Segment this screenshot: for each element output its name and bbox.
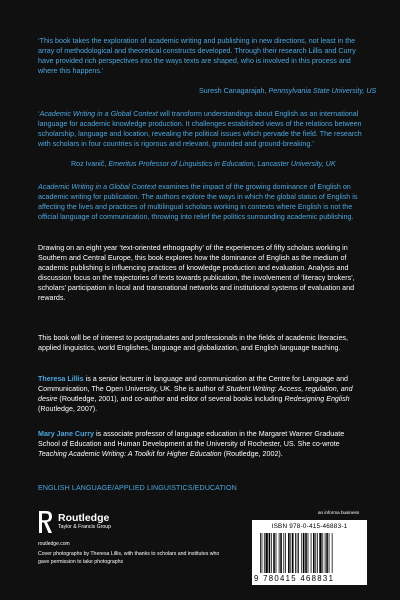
barcode-bar <box>292 533 294 573</box>
subject-categories: ENGLISH LANGUAGE/APPLIED LINGUISTICS/EDUCATION <box>38 484 237 492</box>
barcode-bar <box>285 533 286 573</box>
barcode-bar <box>322 533 323 573</box>
barcode-bar <box>311 533 312 573</box>
barcode-bar <box>265 533 267 573</box>
barcode-bar <box>260 533 261 573</box>
publisher-group: Taylor & Francis Group <box>58 524 112 530</box>
quote-ivanic: ‘Academic Writing in a Global Context will transform understandings about English as an international language for academic knowledge production. It challenges established views of the relations between scholarship, language and location, revealing the political issues which pervade the field. The research with scholars in four countries is rigorous and relevant, grounded and ground-breaking.’ <box>38 110 362 148</box>
description-paragraph-2: Drawing on an eight year ‘text-oriented ethnography’ of the experiences of fifty scholars working in Southern and Central Europe, this book explores how the dominance of English as the medium of academic publishing is influencing practices of knowledge production and evaluation. Analysis and discussion focus on the trajectories of texts towards publication, the involvement of ‘literacy brokers’, scholars’ participation in local and transnational networks and institutional systems of evaluation and rewards. <box>38 244 355 302</box>
barcode-bars <box>260 533 359 573</box>
barcode-bar <box>317 533 318 573</box>
author-bio-lillis: Theresa Lillis is a senior lecturer in language and communication at the Centre for Language and Communication, The Open University, UK. She is author of Student Writing: Access, regulation, and desire (Routledge, 2001), and co-author and editor of several books including Redesigning English (Routledge, 2007). <box>38 375 353 413</box>
barcode-bar <box>329 533 330 573</box>
quote-canagarajah-attribution: Suresh Canagarajah, Pennsylvania State University, US <box>199 87 377 95</box>
barcode-bar <box>280 533 282 573</box>
quote-ivanic-attribution: Roz Ivanič, Emeritus Professor of Linguistics in Education, Lancaster University, UK <box>71 160 336 168</box>
barcode-bar <box>319 533 321 573</box>
isbn-barcode <box>252 520 367 585</box>
isbn-text: ISBN 978-0-415-46883-1 <box>271 523 348 530</box>
barcode-bar <box>326 533 328 573</box>
routledge-r-icon <box>38 510 54 534</box>
barcode-bar <box>332 533 333 573</box>
barcode-bar <box>290 533 291 573</box>
barcode-bar <box>264 533 265 573</box>
publisher-url: routledge.com <box>38 541 70 547</box>
barcode-digits: 9 780415 468831 <box>254 574 335 583</box>
informa-tagline: an informa business <box>318 510 360 515</box>
publisher-logo <box>38 510 111 534</box>
barcode-bar <box>283 533 284 573</box>
description-paragraph-3: This book will be of interest to postgraduates and professionals in the fields of academic literacies, applied linguistics, world Englishes, language and globalization, and English language teaching. <box>38 334 348 352</box>
publisher-name: Routledge <box>58 512 110 524</box>
barcode-bar <box>295 533 296 573</box>
barcode-bar <box>313 533 315 573</box>
barcode-bar <box>273 533 275 573</box>
barcode-bar <box>276 533 277 573</box>
barcode-bar <box>271 533 272 573</box>
barcode-bar <box>269 533 271 573</box>
description-paragraph-1: Academic Writing in a Global Context examines the impact of the growing dominance of English on academic writing for publication. The authors explore the ways in which the global status of English is affecting the lives and practices of multilingual scholars working in contexts where English is not the official language of communication, throwing into relief the politics surrounding academic publishing. <box>38 183 358 221</box>
barcode-bar <box>315 533 316 573</box>
barcode-bar <box>301 533 302 573</box>
quote-canagarajah: ‘This book takes the exploration of academic writing and publishing in new directions, not least in the array of methodological and theoretical constructs developed. Through their research Lillis and Curry have provided rich perspectives into the ways texts are shaped, who is involved in this process and where this happens.’ <box>38 37 356 75</box>
author-bio-curry: Mary Jane Curry is associate professor of language education in the Margaret Warner Graduate School of Education and Human Development at the University of Rochester, US. She co-wrote Teaching Academic Writing: A Toolkit for Higher Education (Routledge, 2002). <box>38 430 345 458</box>
barcode-bar <box>262 533 263 573</box>
barcode-bar <box>298 533 299 573</box>
barcode-bar <box>305 533 307 573</box>
barcode-bar <box>297 533 298 573</box>
barcode-bar <box>303 533 305 573</box>
barcode-bar <box>325 533 326 573</box>
barcode-bar <box>308 533 309 573</box>
barcode-bar <box>279 533 280 573</box>
barcode-bar <box>288 533 290 573</box>
photo-credits: Cover photographs by Theresa Lillis, with thanks to scholars and institutes who gave permission to take photographs <box>38 551 220 565</box>
